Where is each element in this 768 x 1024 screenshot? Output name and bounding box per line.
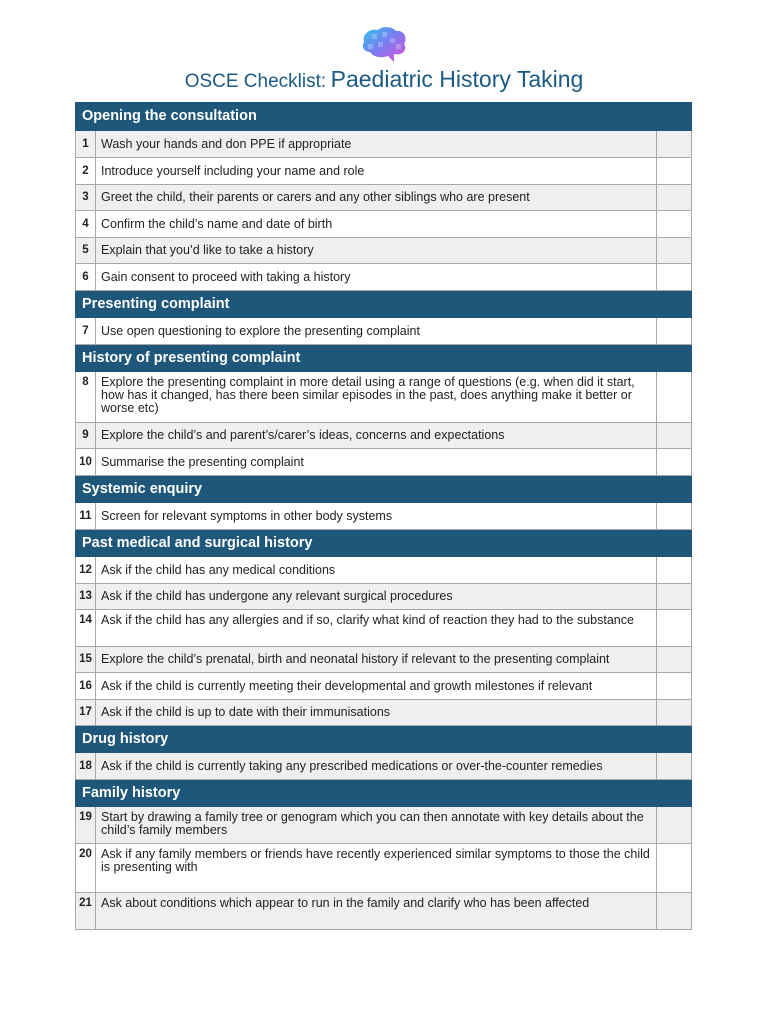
tick-box[interactable] <box>656 318 691 345</box>
tick-box[interactable] <box>656 264 691 291</box>
section-title: Opening the consultation <box>76 103 692 131</box>
tick-box[interactable] <box>656 893 691 930</box>
tick-box[interactable] <box>656 557 691 584</box>
tick-box[interactable] <box>656 753 691 780</box>
brain-logo-icon <box>360 26 408 64</box>
item-text: Explore the child’s and parent’s/carer’s ideas, concerns and expectations <box>96 423 657 449</box>
item-text: Wash your hands and don PPE if appropriate <box>96 131 657 158</box>
checklist-row <box>76 584 692 610</box>
item-text: Introduce yourself including your name and role <box>96 158 657 185</box>
title-main: Paediatric History Taking <box>330 66 584 92</box>
tick-box[interactable] <box>656 673 691 700</box>
section-title: Family history <box>76 780 692 807</box>
item-text: Ask if the child has any allergies and if so, clarify what kind of reaction they had to the substance <box>96 610 657 647</box>
item-number: 10 <box>76 449 96 476</box>
item-text: Confirm the child’s name and date of birth <box>96 211 657 238</box>
item-number: 5 <box>76 238 96 264</box>
checklist-row <box>76 503 692 530</box>
item-text: Summarise the presenting complaint <box>96 449 657 476</box>
section-header <box>76 530 692 557</box>
title-prefix: OSCE Checklist: <box>184 71 327 92</box>
item-text: Ask if the child is currently meeting their developmental and growth milestones if relevant <box>96 673 657 700</box>
item-number: 4 <box>76 211 96 238</box>
checklist-row <box>76 700 692 726</box>
item-text: Gain consent to proceed with taking a history <box>96 264 657 291</box>
section-title: Drug history <box>76 726 692 753</box>
section-title: Presenting complaint <box>76 291 692 318</box>
checklist-row <box>76 673 692 700</box>
section-header <box>76 726 692 753</box>
item-text: Screen for relevant symptoms in other body systems <box>96 503 657 530</box>
item-number: 21 <box>76 893 96 930</box>
item-number: 11 <box>76 503 96 530</box>
item-number: 18 <box>76 753 96 780</box>
section-title: Past medical and surgical history <box>76 530 692 557</box>
item-text: Start by drawing a family tree or genogram which you can then annotate with key details about the child’s family members <box>96 807 657 844</box>
checklist-row <box>76 423 692 449</box>
tick-box[interactable] <box>656 503 691 530</box>
item-text: Greet the child, their parents or carers and any other siblings who are present <box>96 185 657 211</box>
item-number: 17 <box>76 700 96 726</box>
item-number: 20 <box>76 844 96 893</box>
tick-box[interactable] <box>656 185 691 211</box>
section-header <box>76 291 692 318</box>
section-header <box>76 780 692 807</box>
item-text: Explain that you’d like to take a history <box>96 238 657 264</box>
checklist-table <box>75 102 692 930</box>
item-text: Ask about conditions which appear to run in the family and clarify who has been affected <box>96 893 657 930</box>
item-text: Ask if the child is currently taking any prescribed medications or over-the-counter remedies <box>96 753 657 780</box>
tick-box[interactable] <box>656 372 691 423</box>
tick-box[interactable] <box>656 449 691 476</box>
checklist-row <box>76 211 692 238</box>
checklist-row <box>76 893 692 930</box>
item-text: Use open questioning to explore the presenting complaint <box>96 318 657 345</box>
tick-box[interactable] <box>656 647 691 673</box>
tick-box[interactable] <box>656 211 691 238</box>
item-number: 14 <box>76 610 96 647</box>
checklist-row <box>76 807 692 844</box>
checklist-row <box>76 753 692 780</box>
item-number: 13 <box>76 584 96 610</box>
tick-box[interactable] <box>656 238 691 264</box>
tick-box[interactable] <box>656 844 691 893</box>
item-number: 7 <box>76 318 96 345</box>
checklist-row <box>76 318 692 345</box>
tick-box[interactable] <box>656 807 691 844</box>
item-number: 12 <box>76 557 96 584</box>
item-number: 6 <box>76 264 96 291</box>
item-number: 3 <box>76 185 96 211</box>
section-header <box>76 345 692 372</box>
tick-box[interactable] <box>656 158 691 185</box>
page-title <box>0 66 768 93</box>
section-header <box>76 103 692 131</box>
item-text: Explore the presenting complaint in more detail using a range of questions (e.g. when did it start, how has it changed, has there been similar episodes in the past, does anything make it better or worse etc) <box>96 372 657 423</box>
item-number: 16 <box>76 673 96 700</box>
checklist-row <box>76 238 692 264</box>
checklist-row <box>76 158 692 185</box>
tick-box[interactable] <box>656 584 691 610</box>
section-title: History of presenting complaint <box>76 345 692 372</box>
item-number: 8 <box>76 372 96 423</box>
item-text: Ask if the child has undergone any relevant surgical procedures <box>96 584 657 610</box>
item-number: 15 <box>76 647 96 673</box>
item-text: Ask if any family members or friends have recently experienced similar symptoms to those the child is presenting with <box>96 844 657 893</box>
checklist-row <box>76 131 692 158</box>
tick-box[interactable] <box>656 700 691 726</box>
section-header <box>76 476 692 503</box>
section-title: Systemic enquiry <box>76 476 692 503</box>
item-number: 1 <box>76 131 96 158</box>
checklist-row <box>76 264 692 291</box>
item-text: Ask if the child has any medical conditions <box>96 557 657 584</box>
tick-box[interactable] <box>656 423 691 449</box>
tick-box[interactable] <box>656 131 691 158</box>
checklist-row <box>76 844 692 893</box>
item-text: Ask if the child is up to date with their immunisations <box>96 700 657 726</box>
tick-box[interactable] <box>656 610 691 647</box>
checklist-row <box>76 647 692 673</box>
item-text: Explore the child’s prenatal, birth and neonatal history if relevant to the presenting complaint <box>96 647 657 673</box>
item-number: 19 <box>76 807 96 844</box>
checklist-row <box>76 449 692 476</box>
item-number: 9 <box>76 423 96 449</box>
checklist-row <box>76 610 692 647</box>
checklist-row <box>76 185 692 211</box>
checklist-row <box>76 372 692 423</box>
checklist-row <box>76 557 692 584</box>
item-number: 2 <box>76 158 96 185</box>
